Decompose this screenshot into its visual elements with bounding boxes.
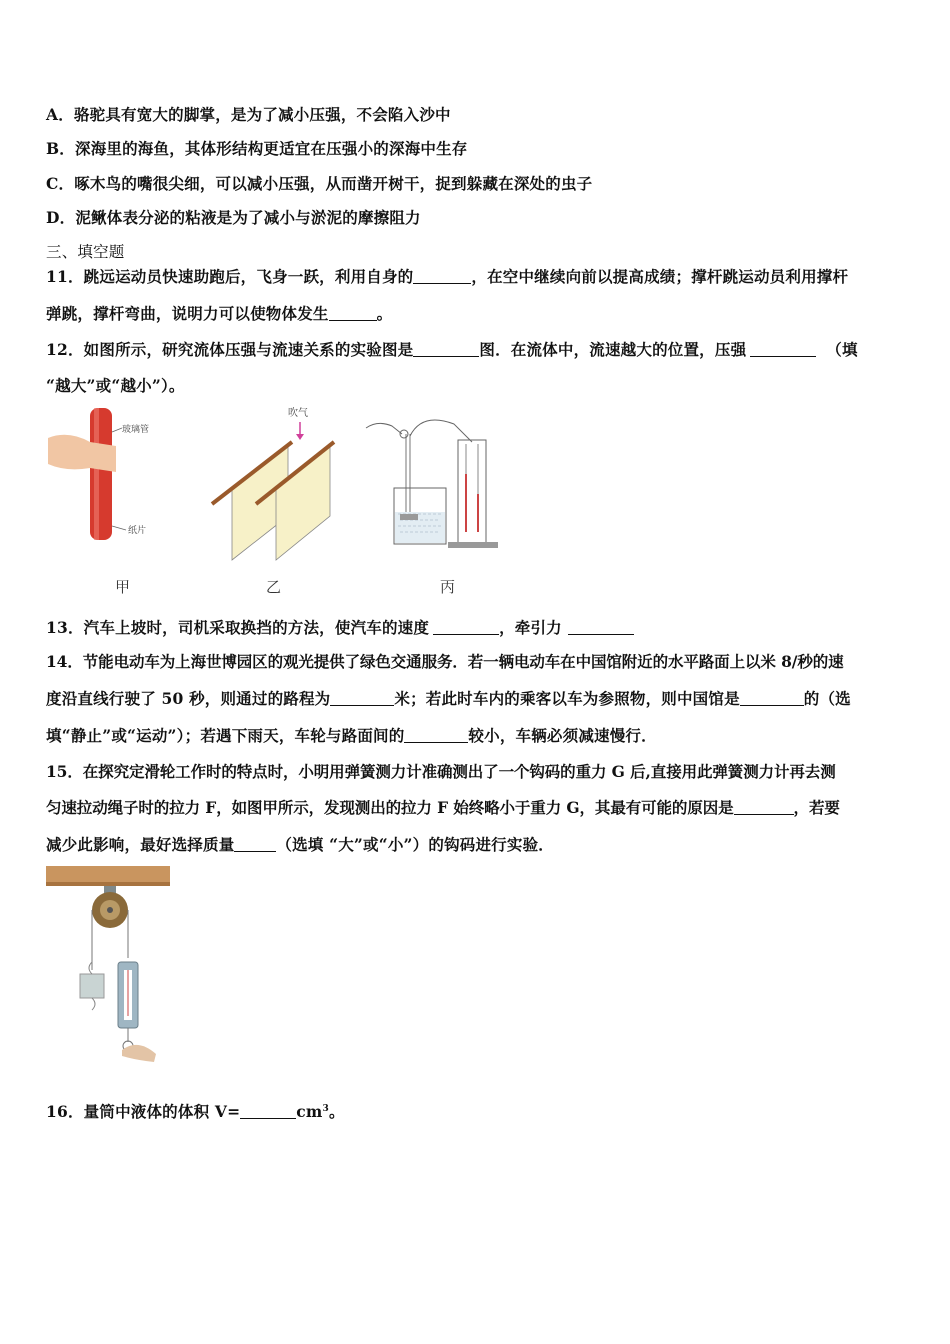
q11-line2: 弹跳，撑杆弯曲，说明力可以使物体发生 。 — [46, 304, 393, 323]
q14-blank-3[interactable] — [404, 727, 468, 744]
u-tube — [458, 440, 486, 544]
hand — [122, 1045, 156, 1062]
caption-bing: 丙 — [440, 578, 456, 596]
q15-line3: 减少此影响，最好选择质量 （选填 “大”或“小”）的钩码进行实验． — [46, 835, 554, 854]
q11-blank-2[interactable] — [329, 305, 377, 322]
figure-pulley — [46, 866, 176, 1066]
q13-blank-1[interactable] — [433, 619, 499, 636]
label-glass-tube: 玻璃管 — [122, 425, 150, 435]
q16: 16．量筒中液体的体积 $V= cm^3$。 — [46, 1102, 345, 1121]
option-b: B．深海里的海鱼，其体形结构更适宜在压强小的深海中生存 — [46, 139, 468, 158]
q15-line1: 15．在探究定滑轮工作时的特点时，小明用弹簧测力计准确测出了一个钩码的重力 G 后,直接用此弹簧测力计再去测 — [46, 762, 836, 781]
q15-line2: 匀速拉动绳子时的拉力 F，如图甲所示，发现测出的拉力 F 始终略小于重力 G，其最有可能的原因是 ，若要 — [46, 798, 840, 817]
q13: 13．汽车上坡时，司机采取换挡的方法，使汽车的速度 ，牵引力 — [46, 616, 634, 638]
q14-line1: 14．节能电动车为上海世博园区的观光提供了绿色交通服务．若一辆电动车在中国馆附近的水平路面上以米 8/秒的速 — [46, 652, 844, 671]
q14-line2: 度沿直线行驶了 50 秒，则通过的路程为 米；若此时车内的乘客以车为参照物，则中国馆是 的（选 — [46, 689, 851, 708]
q11-line1: 11．跳远运动员快速助跑后，飞身一跃，利用自身的 ，在空中继续向前以提高成绩；撑杆跳运动员利用撑杆 — [46, 267, 849, 286]
q12-line1: 12．如图所示，研究流体压强与流速关系的实验图是 图．在流体中，流速越大的位置，压强 （填 — [46, 340, 858, 359]
red-tube — [90, 408, 112, 540]
caption-yi: 乙 — [266, 578, 282, 596]
hook-weight — [80, 974, 104, 998]
q14-blank-2[interactable] — [740, 690, 804, 707]
caption-jia: 甲 — [115, 578, 131, 596]
figure-yi — [206, 404, 336, 564]
option-c: C．啄木鸟的嘴很尖细，可以减小压强，从而凿开树干，捉到躲藏在深处的虫子 — [46, 174, 593, 193]
q13-blank-2[interactable] — [568, 619, 634, 636]
q14-blank-1[interactable] — [330, 690, 394, 707]
q15-blank-2[interactable] — [234, 836, 276, 853]
label-blow: 吹气 — [288, 408, 308, 419]
section-heading: 三、填空题 — [46, 243, 125, 261]
q12-blank-1[interactable] — [413, 341, 479, 358]
q12-blank-2[interactable] — [750, 341, 816, 358]
q11-blank-1[interactable] — [413, 268, 471, 285]
q16-blank[interactable] — [240, 1103, 296, 1120]
label-paper: 纸片 — [128, 526, 147, 536]
option-a: A．骆驼具有宽大的脚掌，是为了减小压强，不会陷入沙中 — [46, 105, 451, 124]
q12-line2: “越大”或“越小”）。 — [46, 376, 185, 395]
figure-bing — [362, 414, 512, 554]
q14-line3: 填“静止”或“运动”）；若遇下雨天，车轮与路面间的 较小，车辆必须减速慢行． — [46, 726, 657, 745]
figure-jia — [46, 402, 166, 552]
option-d: D．泥鳅体表分泌的粘液是为了减小与淤泥的摩擦阻力 — [46, 208, 421, 227]
q15-blank-1[interactable] — [734, 799, 794, 816]
